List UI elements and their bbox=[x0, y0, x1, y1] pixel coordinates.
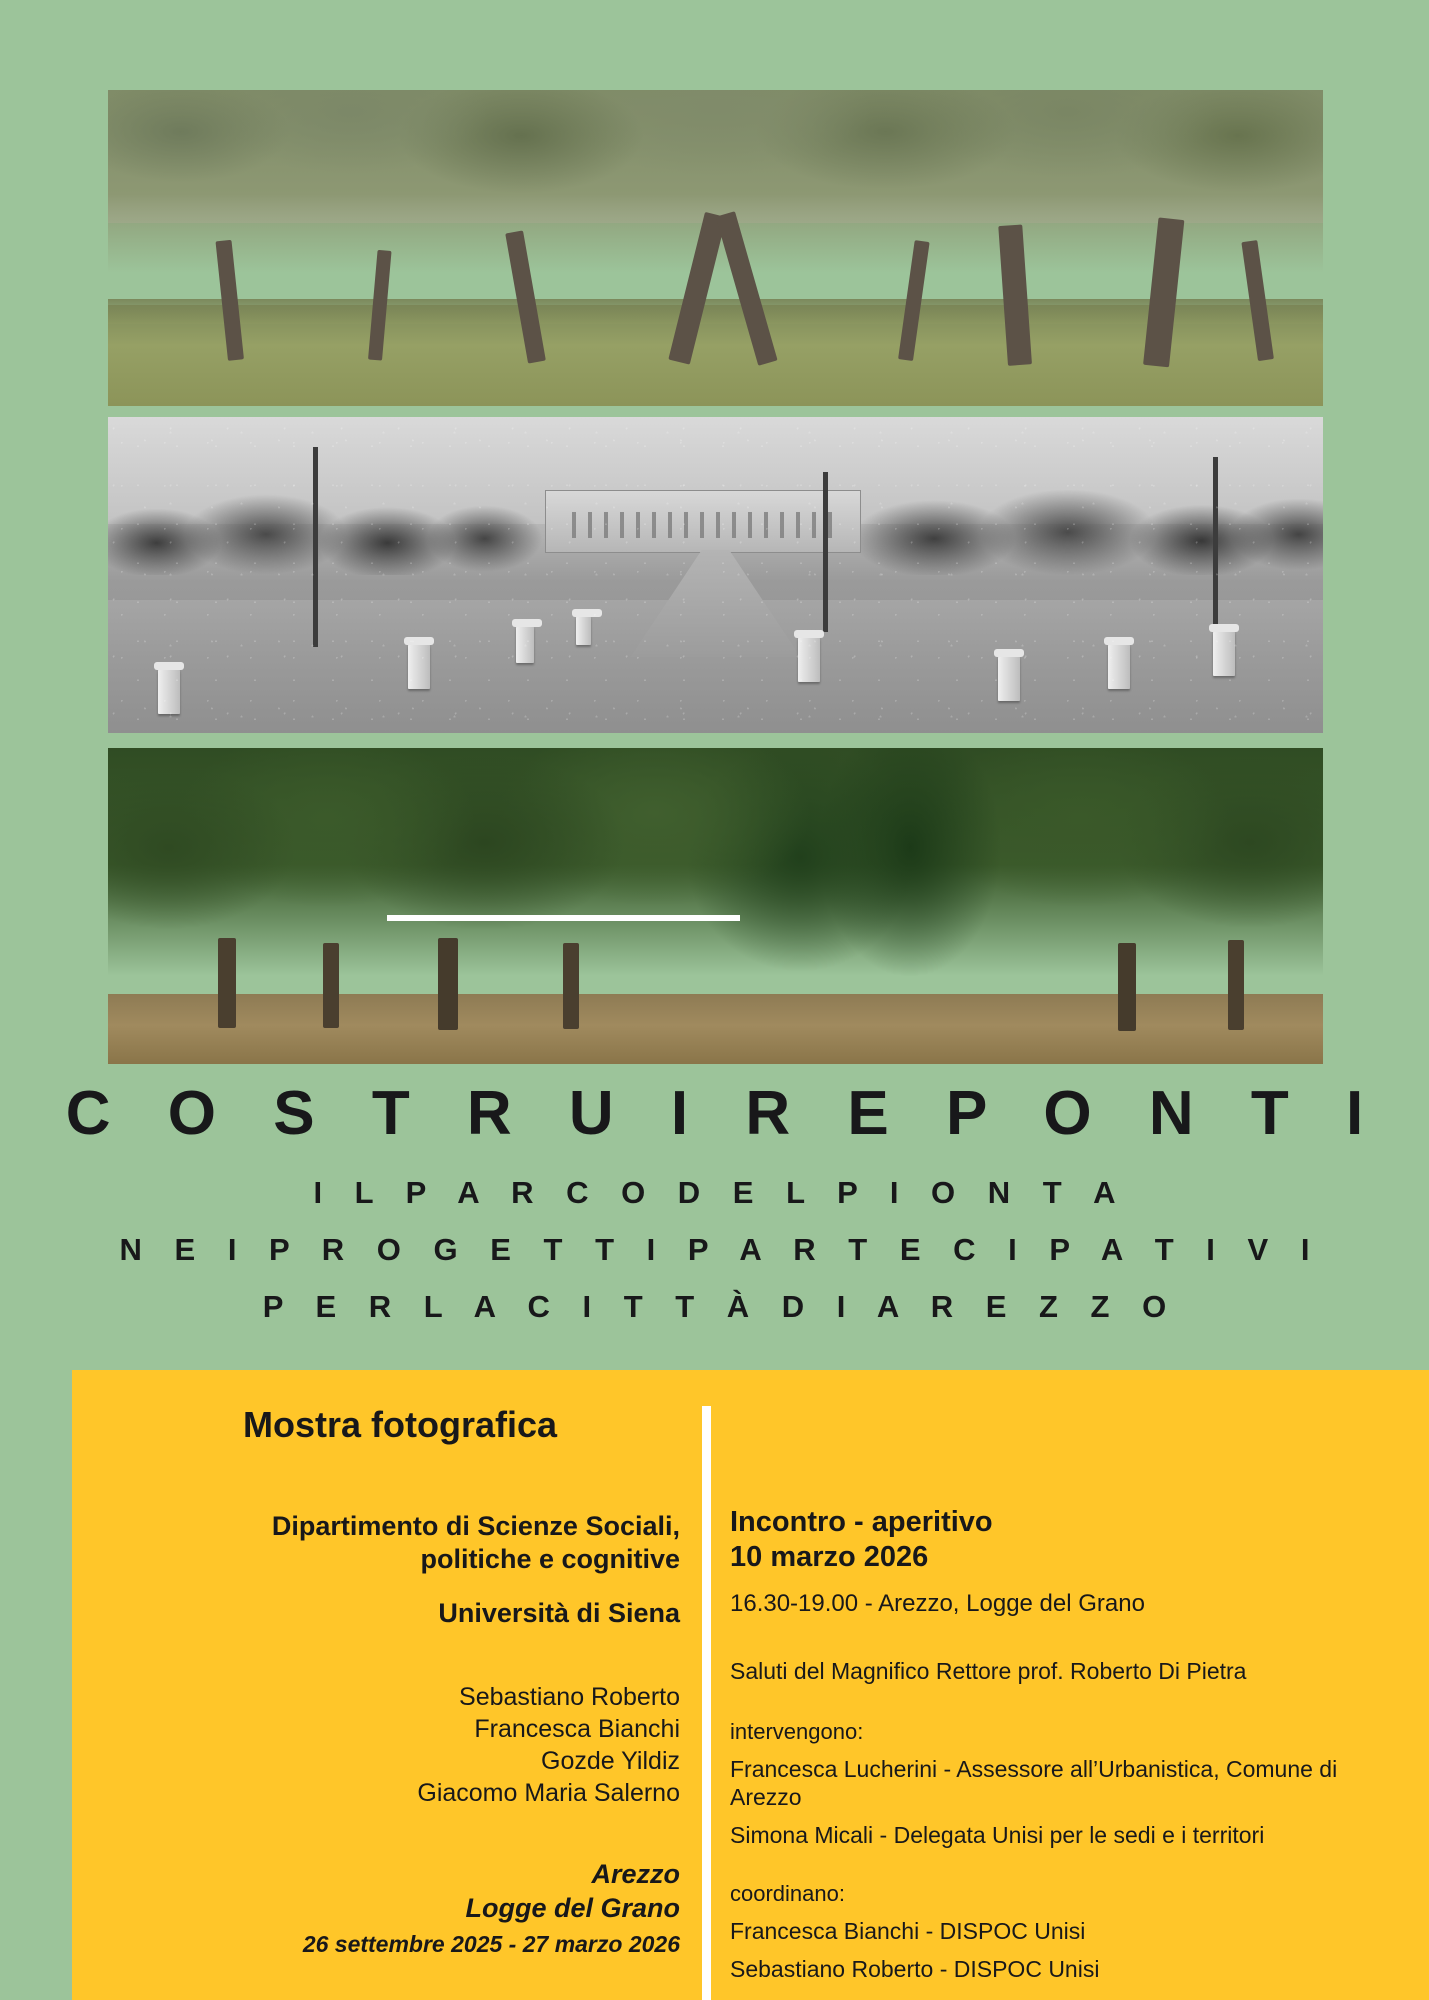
tree-row-colour-photo bbox=[108, 748, 1323, 1064]
curator-name: Francesca Bianchi bbox=[474, 1714, 680, 1743]
venue-name: Logge del Grano bbox=[465, 1892, 680, 1923]
historic-avenue-bw-photo bbox=[108, 417, 1323, 733]
subtitle-line-1: I L P A R C O D E L P I O N T A bbox=[313, 1175, 1128, 1210]
department-line-2: politiche e cognitive bbox=[420, 1543, 680, 1574]
venue-city: Arezzo bbox=[591, 1858, 680, 1889]
speaker-entry: Simona Micali - Delegata Unisi per le sedi e i territori bbox=[730, 1821, 1265, 1848]
event-time-location: 16.30-19.00 - Arezzo, Logge del Grano bbox=[730, 1589, 1145, 1617]
curator-name: Sebastiano Roberto bbox=[459, 1682, 680, 1711]
exhibition-heading: Mostra fotografica bbox=[242, 1404, 558, 1445]
speaker-entry: Francesca Lucherini - Assessore all’Urbanistica, Comune di Arezzo bbox=[730, 1755, 1338, 1810]
subtitle-line-2: N E I P R O G E T T I P A R T E C I P A T I V I bbox=[119, 1232, 1322, 1267]
photo3-trunk bbox=[1118, 943, 1136, 1031]
subtitle-line-3: P E R L A C I T T À D I A R E Z Z O bbox=[262, 1289, 1179, 1324]
event-title-block bbox=[730, 1505, 1370, 1576]
photo3-trunk bbox=[218, 938, 236, 1028]
curator-name: Giacomo Maria Salerno bbox=[417, 1778, 680, 1807]
university-name: Università di Siena bbox=[438, 1597, 680, 1628]
department-block bbox=[120, 1510, 680, 1576]
event-title: Incontro - aperitivo bbox=[730, 1506, 993, 1538]
vertical-divider bbox=[702, 1406, 711, 2000]
page-title: C O S T R U I R E P O N T I bbox=[65, 1079, 1384, 1148]
left-column bbox=[120, 1510, 680, 1958]
right-column bbox=[730, 1505, 1370, 1983]
curators-list bbox=[120, 1681, 680, 1809]
olive-grove-colour-photo bbox=[108, 90, 1323, 406]
left-green-strip bbox=[0, 1370, 72, 2000]
coordinator-entry: Francesca Bianchi - DISPOC Unisi bbox=[730, 1917, 1086, 1944]
department-line-1: Dipartimento di Scienze Sociali, bbox=[271, 1511, 680, 1541]
photo2-film-grain bbox=[108, 417, 1323, 733]
photo3-trunk bbox=[563, 943, 579, 1029]
coordinator-entry: Sebastiano Roberto - DISPOC Unisi bbox=[730, 1955, 1100, 1982]
venue-block bbox=[120, 1857, 680, 1925]
photo3-ground bbox=[108, 994, 1323, 1064]
coordinators-label: coordinano: bbox=[730, 1880, 845, 1906]
curator-name: Gozde Yildiz bbox=[541, 1746, 680, 1775]
photo3-white-bar bbox=[387, 915, 739, 921]
photo1-grass-line bbox=[108, 299, 1323, 324]
photo3-trunk bbox=[323, 943, 339, 1028]
exhibition-dates: 26 settembre 2025 - 27 marzo 2026 bbox=[302, 1930, 680, 1957]
photo3-trunk bbox=[1228, 940, 1244, 1030]
photo3-canopy bbox=[108, 748, 1323, 976]
photo3-trunk bbox=[438, 938, 458, 1030]
event-date: 10 marzo 2026 bbox=[730, 1541, 929, 1574]
rector-greeting: Saluti del Magnifico Rettore prof. Roberto Di Pietra bbox=[730, 1657, 1247, 1684]
speakers-label: intervengono: bbox=[730, 1718, 864, 1744]
